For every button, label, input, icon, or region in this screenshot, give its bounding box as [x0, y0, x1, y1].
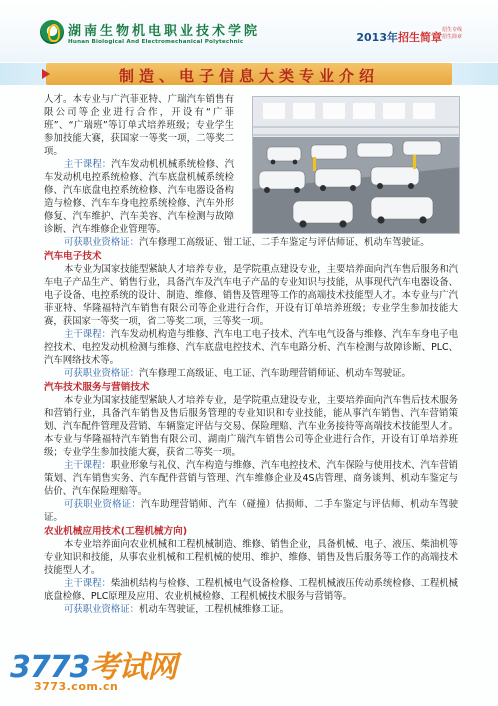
page-header	[0, 0, 498, 62]
section-body: 本专业为国家技能型紧缺人才培养专业，是学院重点建设专业，主要培养面向汽车售后技术服务和营销行业，具备汽车销售及售后服务管理的专业知识和专业技能，能从事汽车销售、汽车营销策划、汽车配件管理及营销、车辆鉴定评估与交易、保险理赔、汽车业务接待等高端技术技能型人才。本专业与华隆福特汽车销售有限公司、湖南广瑞汽车销售公司等企业进行合作，开设有订单培养班级；专业学生参加技能大赛，获省二等奖一项。	[44, 395, 458, 458]
school-name-cn: 湖南生物机电职业技术学院	[68, 24, 261, 39]
cert-text: 汽车修理工高级证、电工证、汽车助理营销师证、机动车驾驶证。	[139, 368, 411, 379]
section-body: 本专业培养面向农业机械和工程机械制造、维修、销售企业，具备机械、电子、液压、柴油机等专业知识和技能，从事农业机械和工程机械的使用、维护、维修、销售及售后服务等工作的高端技术技能型人才。	[44, 539, 458, 576]
section-certs	[44, 603, 458, 616]
intro-text: 人才。本专业与广汽菲亚特、广瑞汽车销售有限公司等企业进行合作，开设有“广菲班”、“广瑞班”等订单式培养班级；专业学生参加技能大赛，获国家一等奖一项，二等奖二项。	[44, 94, 234, 157]
cert-label: 可获职业资格证：	[64, 604, 140, 615]
enrollment-label: 招生简章	[398, 31, 442, 44]
intro-courses	[44, 158, 234, 236]
section-courses	[44, 459, 458, 498]
section-title: 农业机械应用技术(工程机械方向)	[44, 526, 188, 537]
course-text: 柴油机结构与检修、工程机械电气设备检修、工程机械液压传动系统检修、工程机械底盘检修、PLC原理及应用、农业机械检修、工程机械技术服务与营销等。	[44, 578, 458, 602]
section-agri-machinery	[44, 525, 458, 616]
section-auto-service-marketing	[44, 381, 458, 524]
enrollment-year: 2013年	[356, 31, 398, 44]
course-text: 汽车发动机构造与维修、汽车电工电子技术、汽车电气设备与维修、汽车车身电子电控技术、电控发动机检测与维修、汽车底盘电控技术、汽车电路分析、汽车检测与故障诊断、PLC、汽车网络技术等。	[44, 329, 458, 366]
intro-course-text: 汽车发动机机械系统检修、汽车发动机电控系统检修、汽车底盘机械系统检修、汽车底盘电控系统检修、汽车电器设备构造与检修、汽车车身电控系统检修、汽车外形修复、汽车维护、汽车美容、汽车检测与故障诊断、汽车维修企业管理等。	[44, 159, 234, 235]
cert-label: 可获职业资格证：	[64, 499, 141, 510]
cert-label: 可获职业资格证：	[64, 368, 140, 379]
cert-text: 汽车助理营销师、汽车（碰撞）估损师、二手车鉴定与评估师、机动车驾驶证。	[44, 499, 458, 523]
intro-cert-label: 可获职业资格证：	[64, 237, 140, 248]
section-title: 汽车技术服务与营销技术	[44, 382, 150, 393]
school-name-en: Hunan Biological And Electromechanical Polytechnic	[68, 39, 244, 45]
section-title: 汽车电子技术	[44, 251, 102, 262]
section-certs	[44, 367, 458, 380]
cert-text: 机动车驾驶证，工程机械维修工证。	[139, 604, 290, 615]
section-courses	[44, 577, 458, 603]
course-text: 职业形象与礼仪、汽车构造与维修、汽车电控技术、汽车保险与使用技术、汽车营销策划、汽车销售实务、汽车配件营销与管理、汽车维修企业及4S店管理、商务谈判、机动车鉴定与估价、汽车保险理赔等。	[44, 460, 458, 497]
content-area	[44, 93, 458, 616]
intro-cert-text: 汽车修理工高级证、钳工证、二手车鉴定与评估师证、机动车驾驶证。	[139, 237, 430, 248]
section-banner	[0, 63, 498, 85]
intro-course-label: 主干课程：	[64, 159, 112, 170]
intro-certs	[44, 236, 458, 249]
enrollment-small-text: 招生专线 招生简章	[442, 27, 463, 40]
section-courses	[44, 328, 458, 367]
watermark-brand-number: 3773	[10, 650, 90, 685]
school-logo-icon	[40, 20, 64, 44]
course-label: 主干课程：	[64, 329, 111, 340]
section-auto-electronics	[44, 250, 458, 380]
watermark-brand-text: 考试网	[89, 650, 177, 685]
course-label: 主干课程：	[64, 460, 111, 471]
enrollment-title	[356, 29, 442, 45]
course-label: 主干课程：	[64, 578, 111, 589]
section-certs	[44, 498, 458, 524]
section-body: 本专业为国家技能型紧缺人才培养专业，是学院重点建设专业，主要培养面向汽车售后服务和汽车电子产品生产、销售行业，具备汽车及汽车电子产品的专业知识与技能，从事现代汽车电器设备、电子设备、电控系统的设计、制造、维修、销售及管理等工作的高端技术技能型人才。本专业与广汽菲亚特、华隆福特汽车销售有限公司等企业进行合作，开设有订单培养班级；专业学生参加技能大赛，获国家一等奖一项，省二等奖二项，三等奖一项。	[44, 264, 458, 327]
intro-block	[44, 93, 234, 158]
watermark-url: 3773.com.cn	[34, 680, 119, 693]
banner-title: 制造、电子信息大类专业介绍	[118, 67, 379, 85]
